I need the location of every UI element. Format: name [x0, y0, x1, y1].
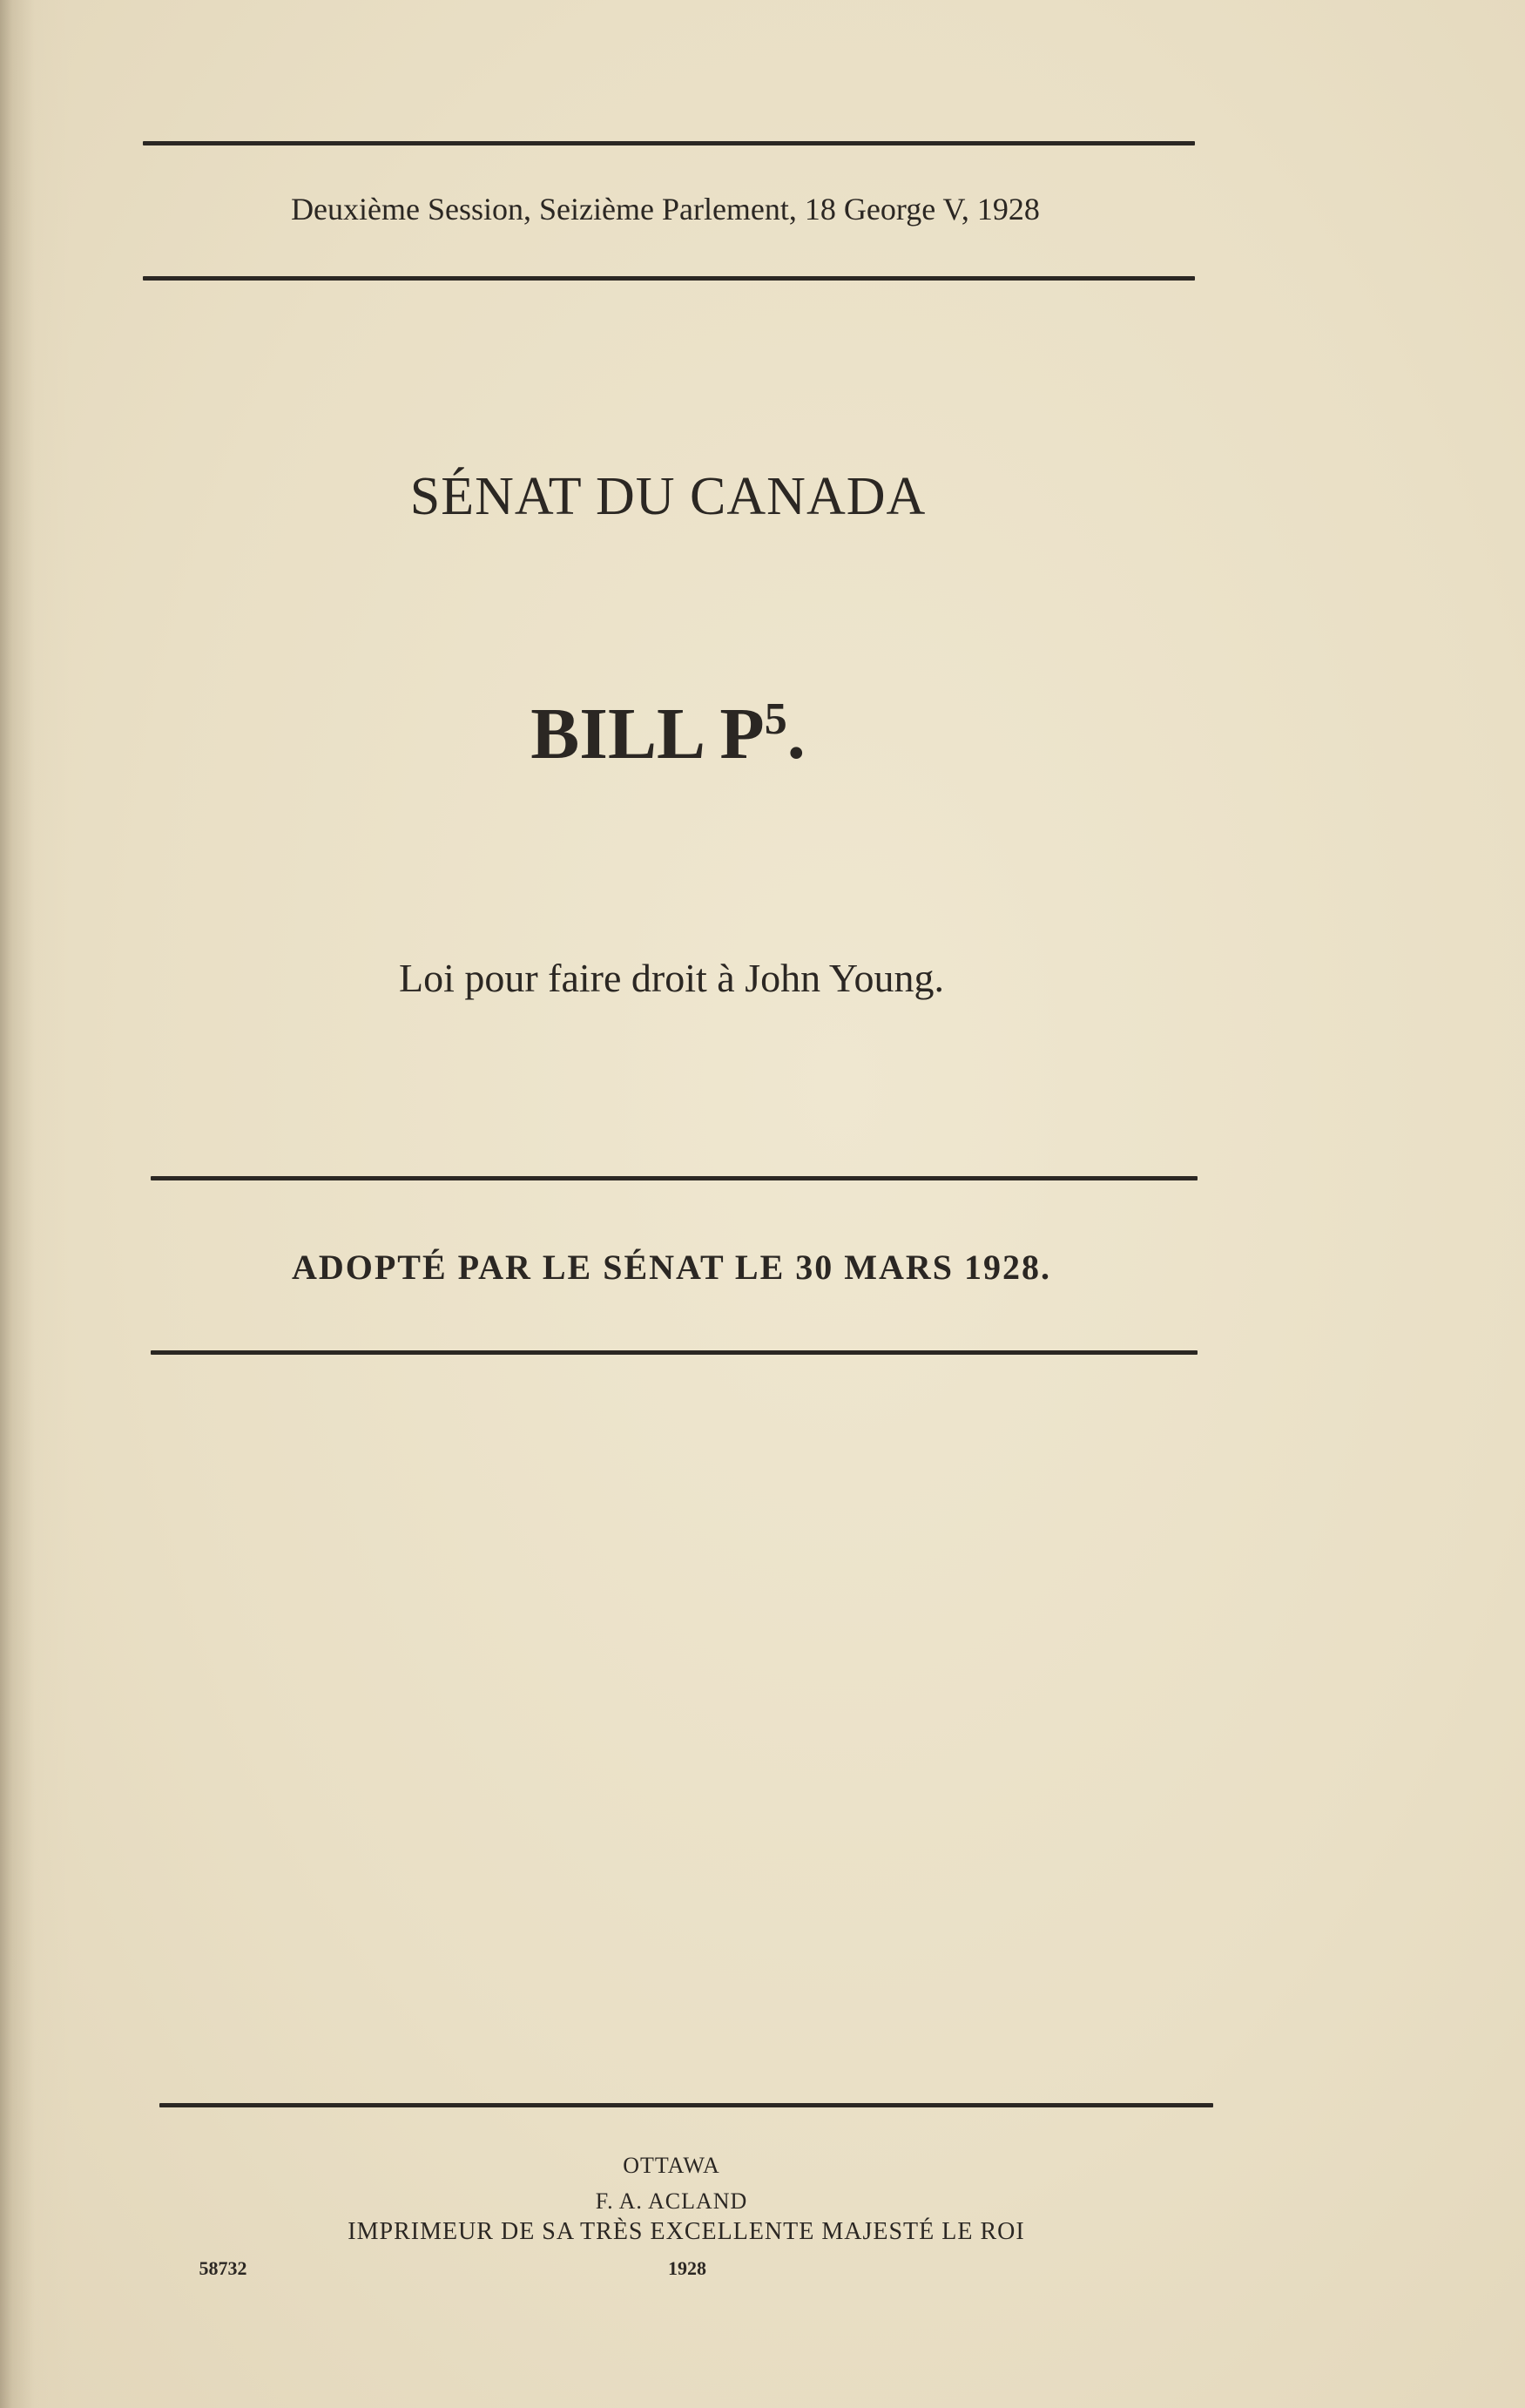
bill-superscript: 5	[764, 694, 787, 744]
bill-suffix: .	[786, 693, 806, 774]
imprint-city: OTTAWA	[623, 2153, 720, 2178]
imprint-rule	[159, 2103, 1213, 2107]
bill-label: BILL P	[530, 693, 765, 774]
bill-number	[407, 693, 929, 774]
session-line: Deuxième Session, Seizième Parlement, 18 George V, 1928	[291, 192, 1040, 227]
header-bottom-rule	[143, 276, 1195, 281]
top-rule	[143, 141, 1195, 145]
adoption-bottom-rule	[151, 1350, 1198, 1355]
imprint-printer-title: IMPRIMEUR DE SA TRÈS EXCELLENTE MAJESTÉ LE ROI	[348, 2218, 1025, 2245]
chamber-heading: SÉNAT DU CANADA	[409, 467, 927, 526]
bill-title: Loi pour faire droit à John Young.	[398, 956, 945, 1000]
job-number: 58732	[199, 2257, 247, 2279]
imprint-year: 1928	[668, 2257, 706, 2279]
adoption-statement: ADOPTÉ PAR LE SÉNAT LE 30 MARS 1928.	[291, 1248, 1052, 1287]
imprint-printer: F. A. ACLAND	[595, 2188, 748, 2214]
adoption-top-rule	[151, 1176, 1198, 1180]
